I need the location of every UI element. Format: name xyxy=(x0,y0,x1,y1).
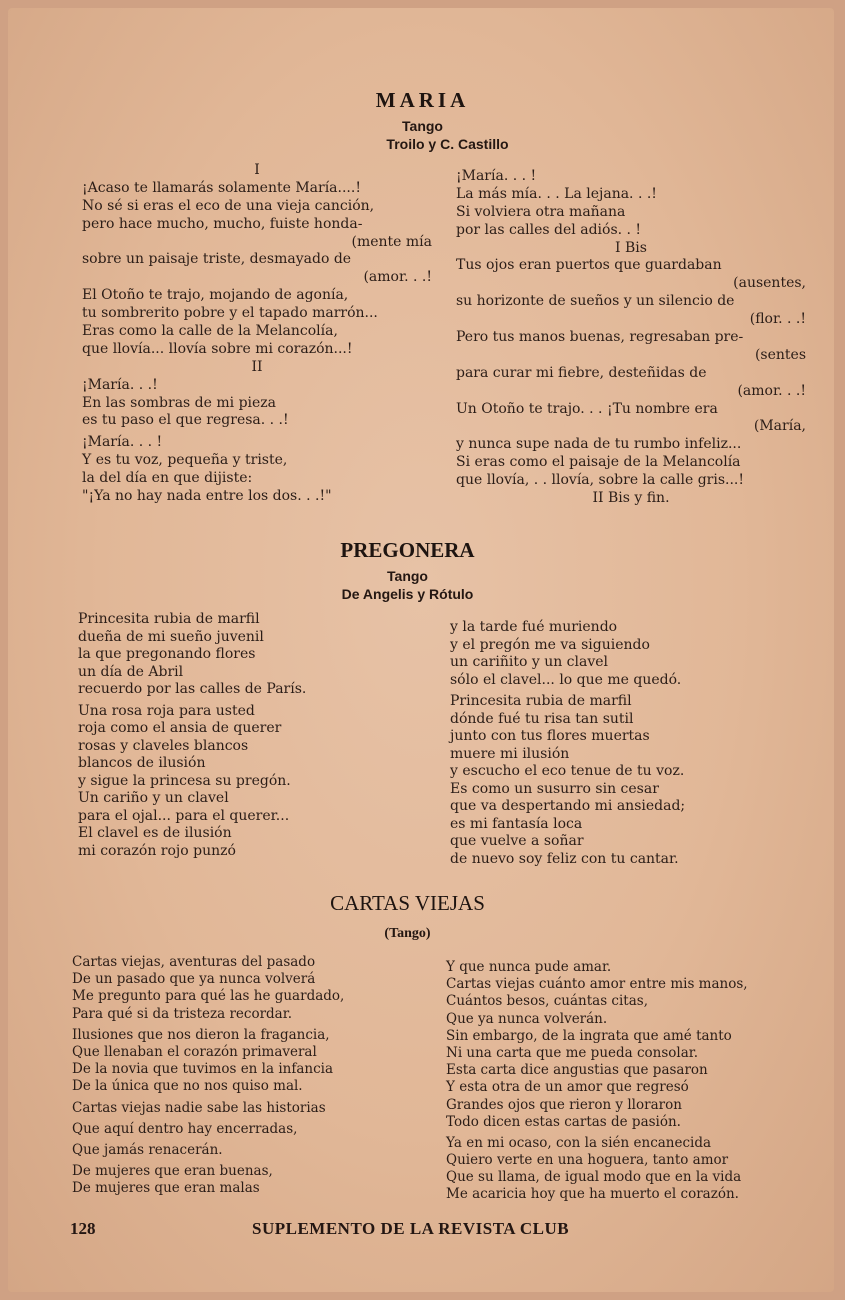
song-genre-maria: Tango xyxy=(402,118,443,134)
lyric-line: que llovía, . . llovía, sobre la calle gris...! xyxy=(456,472,744,489)
lyric-line: y la tarde fué muriendo xyxy=(450,619,618,635)
lyric-line: ¡María. . . ! xyxy=(456,168,537,184)
lyric-line: dueña de mi sueño juvenil xyxy=(78,628,264,645)
pregonera-right-column xyxy=(450,619,800,868)
lyric-line: Todo dicen estas cartas de pasión. xyxy=(446,1113,681,1130)
lyric-line: Es como un susurro sin cesar xyxy=(450,780,659,797)
lyric-line: Y que nunca pude amar. xyxy=(446,959,612,975)
lyric-line: Cartas viejas nadie sabe las historias xyxy=(72,1099,326,1116)
lyric-line: Princesita rubia de marfil xyxy=(450,693,632,709)
lyric-line: ¡Acaso te llamarás solamente María....! xyxy=(82,179,361,196)
lyric-line: la que pregonando flores xyxy=(78,646,256,662)
lyric-line: que vuelve a soñar xyxy=(450,833,584,849)
lyric-line: Cartas viejas, aventuras del pasado xyxy=(72,954,316,970)
lyric-line: Princesita rubia de marfil xyxy=(78,611,260,627)
song-title-maria: MARIA xyxy=(375,88,470,112)
lyric-line: un cariñito y un clavel xyxy=(450,654,609,670)
lyric-line: Eras como la calle de la Melancolía, xyxy=(82,323,338,340)
lyric-line: para el ojal... para el querer... xyxy=(78,807,290,824)
lyric-line: ¡María. . .! xyxy=(82,376,158,393)
lyric-line: Que jamás renacerán. xyxy=(72,1141,223,1158)
lyric-line: Ya en mi ocaso, con la sién encanecida xyxy=(446,1134,712,1151)
lyric-line: mi corazón rojo punzó xyxy=(78,842,236,859)
lyric-line: Una rosa roja para usted xyxy=(78,702,255,719)
lyric-line: dónde fué tu risa tan sutil xyxy=(450,710,634,727)
page-number: 128 xyxy=(70,1219,96,1238)
song-title-cartas-viejas: CARTAS VIEJAS xyxy=(330,891,485,915)
lyric-line: su horizonte de sueños y un silencio de xyxy=(456,293,735,310)
lyric-line: y nunca supe nada de tu rumbo infeliz... xyxy=(456,436,742,453)
lyric-line: De un pasado que ya nunca volverá xyxy=(72,971,316,988)
lyric-line: De la única que no nos quiso mal. xyxy=(72,1078,303,1095)
lyric-line: la del día en que dijiste: xyxy=(82,470,253,487)
song-genre-cartas-viejas: (Tango) xyxy=(384,926,431,941)
lyric-line: Si volviera otra mañana xyxy=(456,203,626,220)
lyric-line: sólo el clavel... lo que me quedó. xyxy=(450,671,682,688)
lyric-line: es tu paso el que regresa. . .! xyxy=(82,412,289,429)
cartas-viejas-right-column xyxy=(446,959,798,1204)
lyric-line: y sigue la princesa su pregón. xyxy=(78,772,291,789)
lyric-line: El Otoño te trajo, mojando de agonía, xyxy=(82,287,349,304)
lyric-line: (flor. . .! xyxy=(749,311,806,328)
lyric-line: un día de Abril xyxy=(78,663,184,680)
lyric-line: No sé si eras el eco de una vieja canción, xyxy=(82,197,375,214)
lyric-line: De mujeres que eran malas xyxy=(72,1180,260,1197)
lyric-line: por las calles del adiós. . ! xyxy=(456,221,642,238)
lyric-line: y escucho el eco tenue de tu voz. xyxy=(450,763,685,779)
lyric-line: (María, xyxy=(753,418,806,435)
lyric-line: La más mía. . . La lejana. . .! xyxy=(456,185,657,202)
lyric-line: (sentes xyxy=(754,346,806,363)
lyric-line: El clavel es de ilusión xyxy=(78,825,232,841)
lyric-line: Cuántos besos, cuántas citas, xyxy=(446,993,648,1010)
lyric-line: Cartas viejas cuánto amor entre mis manos, xyxy=(446,976,748,993)
lyric-line: de nuevo soy feliz con tu cantar. xyxy=(450,850,679,867)
lyric-line: I xyxy=(254,162,260,178)
lyric-line: para curar mi fiebre, desteñidas de xyxy=(456,364,707,381)
lyric-line: Y esta otra de un amor que regresó xyxy=(446,1079,689,1096)
maria-right-column xyxy=(456,168,806,508)
lyric-line: Ilusiones que nos dieron la fragancia, xyxy=(72,1026,330,1043)
lyric-line: pero hace mucho, mucho, fuiste honda- xyxy=(82,215,363,232)
lyric-line: roja como el ansia de querer xyxy=(78,720,282,736)
lyric-line: En las sombras de mi pieza xyxy=(82,394,277,411)
song-title-pregonera: PREGONERA xyxy=(340,538,475,562)
lyric-line: Ni una carta que me pueda consolar. xyxy=(446,1044,699,1061)
lyric-line: blancos de ilusión xyxy=(78,755,206,771)
lyric-line: tu sombrerito pobre y el tapado marrón... xyxy=(82,305,378,322)
cartas-viejas-left-column xyxy=(72,954,432,1197)
lyric-line: II xyxy=(251,358,263,375)
lyric-line: que va despertando mi ansiedad; xyxy=(450,798,686,814)
lyric-line: Tus ojos eran puertos que guardaban xyxy=(456,257,722,274)
song-authors-pregonera: De Angelis y Rótulo xyxy=(341,586,474,602)
lyric-line: Que su llama, de igual modo que en la vida xyxy=(446,1169,742,1186)
lyric-line: y el pregón me va siguiendo xyxy=(450,636,650,653)
lyric-line: I Bis xyxy=(615,239,647,256)
lyric-line: De la novia que tuvimos en la infancia xyxy=(72,1061,334,1078)
lyric-line: Un cariño y un clavel xyxy=(78,790,229,806)
lyric-line: (amor. . .! xyxy=(737,382,806,399)
lyric-line: que llovía... llovía sobre mi corazón...! xyxy=(82,340,353,357)
lyric-line: Me acaricia hoy que ha muerto el corazón. xyxy=(446,1186,739,1203)
lyric-line: Que ya nunca volverán. xyxy=(446,1010,608,1027)
lyric-line: Quiero verte en una hoguera, tanto amor xyxy=(446,1152,729,1169)
lyric-line: Me pregunto para qué las he guardado, xyxy=(72,988,345,1005)
lyric-line: rosas y claveles blancos xyxy=(78,737,249,754)
lyric-line: Que llenaban el corazón primaveral xyxy=(72,1043,317,1060)
song-genre-pregonera: Tango xyxy=(387,568,428,584)
lyric-line: (amor. . .! xyxy=(363,269,432,286)
lyric-line: (mente mía xyxy=(351,233,432,250)
lyric-line: ¡María. . . ! xyxy=(82,434,163,451)
footer-publication: SUPLEMENTO DE LA REVISTA CLUB xyxy=(252,1219,570,1238)
lyric-line: muere mi ilusión xyxy=(450,745,570,762)
maria-left-column xyxy=(82,162,432,506)
lyric-line: sobre un paisaje triste, desmayado de xyxy=(82,251,352,268)
lyric-line: Para qué si da tristeza recordar. xyxy=(72,1005,292,1022)
lyric-line: "¡Ya no hay nada entre los dos. . .!" xyxy=(82,488,332,505)
lyric-line: (ausentes, xyxy=(733,275,806,292)
lyric-line: Un Otoño te trajo. . . ¡Tu nombre era xyxy=(456,400,718,417)
lyric-line: Y es tu voz, pequeña y triste, xyxy=(82,452,288,469)
lyric-line: Grandes ojos que rieron y lloraron xyxy=(446,1096,682,1113)
lyric-line: II Bis y fin. xyxy=(592,490,670,507)
lyric-line: Sin embargo, de la ingrata que amé tanto xyxy=(446,1027,732,1044)
lyric-line: De mujeres que eran buenas, xyxy=(72,1163,273,1180)
lyric-line: junto con tus flores muertas xyxy=(450,728,650,744)
lyric-line: Pero tus manos buenas, regresaban pre- xyxy=(456,329,744,346)
lyric-line: Si eras como el paisaje de la Melancolía xyxy=(456,454,741,471)
lyric-line: es mi fantasía loca xyxy=(450,815,583,832)
lyric-line: recuerdo por las calles de París. xyxy=(78,681,307,697)
lyric-line: Esta carta dice angustias que pasaron xyxy=(446,1062,708,1079)
song-authors-maria: Troilo y C. Castillo xyxy=(386,136,509,152)
lyric-line: Que aquí dentro hay encerradas, xyxy=(72,1120,298,1137)
pregonera-left-column xyxy=(78,611,428,860)
